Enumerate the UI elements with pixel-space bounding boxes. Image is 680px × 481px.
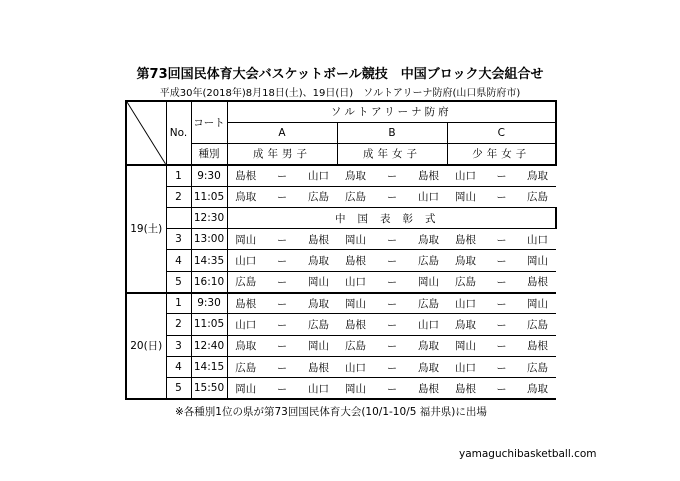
vs-dash: ー [264, 186, 300, 207]
start-time: 12:40 [191, 335, 227, 356]
game-no: 1 [166, 293, 191, 314]
team-home: 島根 [447, 378, 484, 399]
team-home: 岡山 [447, 186, 484, 207]
court-a-header: A [227, 122, 337, 143]
team-home: 島根 [447, 229, 484, 250]
game-no: 2 [166, 186, 191, 207]
start-time: 14:35 [191, 250, 227, 271]
team-home: 鳥取 [447, 250, 484, 271]
team-home: 岡山 [337, 378, 374, 399]
team-home: 山口 [447, 293, 484, 314]
start-time: 15:50 [191, 378, 227, 399]
team-home: 岡山 [447, 335, 484, 356]
team-home: 鳥取 [227, 335, 264, 356]
team-home: 鳥取 [337, 165, 374, 186]
event-date-venue: 平成30年(2018年)8月18日(土)、19日(日) ソルトアリーナ防府(山口県防府市) [159, 88, 521, 99]
vs-dash: ー [484, 250, 519, 271]
day-label: 20(日) [126, 293, 166, 399]
game-no: 4 [166, 356, 191, 377]
schedule-row [126, 271, 556, 292]
team-home: 広島 [337, 335, 374, 356]
vs-dash: ー [374, 314, 410, 335]
team-away: 広島 [410, 250, 447, 271]
team-away: 広島 [519, 356, 556, 377]
game-no: 1 [166, 165, 191, 186]
team-away: 鳥取 [410, 335, 447, 356]
team-home: 島根 [227, 293, 264, 314]
game-no: 5 [166, 271, 191, 292]
schedule-row [126, 356, 556, 377]
team-home: 島根 [337, 314, 374, 335]
team-home: 広島 [227, 271, 264, 292]
game-no: 3 [166, 335, 191, 356]
vs-dash: ー [484, 378, 519, 399]
schedule-row [126, 335, 556, 356]
start-time: 11:05 [191, 186, 227, 207]
start-time: 14:15 [191, 356, 227, 377]
ceremony-label: 中国表彰式 [227, 207, 556, 228]
vs-dash: ー [374, 356, 410, 377]
grade-adult-men: 成年男子 [227, 144, 337, 165]
game-no: 2 [166, 314, 191, 335]
schedule-row [126, 378, 556, 399]
team-away: 広島 [519, 314, 556, 335]
team-home: 鳥取 [447, 314, 484, 335]
grade-adult-women: 成年女子 [337, 144, 447, 165]
no-header: No. [166, 101, 191, 165]
team-away: 島根 [410, 378, 447, 399]
vs-dash: ー [374, 335, 410, 356]
vs-dash: ー [264, 229, 300, 250]
footnote: ※各種別1位の県が第73回国民体育大会(10/1-10/5 福井県)に出場 [175, 406, 487, 418]
team-home: 山口 [227, 250, 264, 271]
team-away: 島根 [519, 271, 556, 292]
team-away: 岡山 [519, 293, 556, 314]
vs-dash: ー [374, 229, 410, 250]
court-c-header: C [447, 122, 556, 143]
team-away: 鳥取 [519, 165, 556, 186]
schedule-body [126, 101, 556, 399]
court-b-header: B [337, 122, 447, 143]
vs-dash: ー [264, 314, 300, 335]
start-time: 9:30 [191, 165, 227, 186]
start-time: 12:30 [191, 207, 227, 228]
game-no [166, 207, 191, 228]
team-away: 岡山 [300, 271, 337, 292]
team-away: 鳥取 [300, 250, 337, 271]
vs-dash: ー [374, 293, 410, 314]
vs-dash: ー [374, 378, 410, 399]
vs-dash: ー [374, 165, 410, 186]
schedule-row [126, 165, 556, 186]
vs-dash: ー [484, 271, 519, 292]
team-away: 広島 [300, 186, 337, 207]
team-home: 岡山 [337, 229, 374, 250]
schedule-row [126, 293, 556, 314]
team-home: 岡山 [337, 293, 374, 314]
team-home: 山口 [447, 356, 484, 377]
game-no: 5 [166, 378, 191, 399]
team-home: 広島 [227, 356, 264, 377]
team-away: 鳥取 [300, 293, 337, 314]
vs-dash: ー [264, 165, 300, 186]
team-away: 島根 [300, 356, 337, 377]
type-header: 種別 [191, 144, 227, 165]
team-away: 岡山 [410, 271, 447, 292]
team-away: 山口 [410, 186, 447, 207]
team-home: 鳥取 [227, 186, 264, 207]
page-title: 第73回国民体育大会バスケットボール競技 中国ブロック大会組合せ [136, 67, 544, 82]
vs-dash: ー [484, 314, 519, 335]
start-time: 11:05 [191, 314, 227, 335]
vs-dash: ー [484, 165, 519, 186]
schedule-row [126, 314, 556, 335]
schedule-table [125, 100, 557, 400]
vs-dash: ー [484, 335, 519, 356]
venue-header: ソルトアリーナ防府 [227, 101, 556, 122]
grade-youth-women: 少年女子 [447, 144, 556, 165]
vs-dash: ー [484, 186, 519, 207]
team-away: 広島 [300, 314, 337, 335]
schedule-row [126, 207, 556, 228]
court-header: コート [191, 101, 227, 144]
day-label: 19(土) [126, 165, 166, 293]
team-away: 島根 [519, 335, 556, 356]
vs-dash: ー [264, 335, 300, 356]
start-time: 9:30 [191, 293, 227, 314]
vs-dash: ー [264, 250, 300, 271]
team-home: 山口 [337, 271, 374, 292]
team-home: 岡山 [227, 229, 264, 250]
team-away: 鳥取 [410, 229, 447, 250]
team-away: 山口 [410, 314, 447, 335]
team-home: 山口 [447, 165, 484, 186]
vs-dash: ー [484, 293, 519, 314]
team-away: 山口 [300, 378, 337, 399]
schedule-row [126, 250, 556, 271]
vs-dash: ー [264, 378, 300, 399]
vs-dash: ー [374, 186, 410, 207]
team-away: 山口 [519, 229, 556, 250]
team-home: 山口 [227, 314, 264, 335]
start-time: 16:10 [191, 271, 227, 292]
team-home: 岡山 [227, 378, 264, 399]
team-home: 広島 [337, 186, 374, 207]
vs-dash: ー [484, 356, 519, 377]
start-time: 13:00 [191, 229, 227, 250]
team-away: 岡山 [300, 335, 337, 356]
diagonal-line [127, 102, 166, 164]
team-home: 島根 [337, 250, 374, 271]
team-home: 山口 [337, 356, 374, 377]
footer-url: yamaguchibasketball.com [459, 448, 597, 460]
game-no: 4 [166, 250, 191, 271]
team-away: 岡山 [519, 250, 556, 271]
schedule-row [126, 229, 556, 250]
vs-dash: ー [264, 271, 300, 292]
vs-dash: ー [374, 250, 410, 271]
team-away: 広島 [519, 186, 556, 207]
team-away: 鳥取 [519, 378, 556, 399]
team-away: 広島 [410, 293, 447, 314]
vs-dash: ー [264, 356, 300, 377]
team-away: 島根 [410, 165, 447, 186]
header-corner [126, 101, 166, 165]
game-no: 3 [166, 229, 191, 250]
vs-dash: ー [484, 229, 519, 250]
vs-dash: ー [264, 293, 300, 314]
team-home: 広島 [447, 271, 484, 292]
team-home: 島根 [227, 165, 264, 186]
team-away: 山口 [300, 165, 337, 186]
vs-dash: ー [374, 271, 410, 292]
team-away: 島根 [300, 229, 337, 250]
schedule-row [126, 186, 556, 207]
team-away: 鳥取 [410, 356, 447, 377]
